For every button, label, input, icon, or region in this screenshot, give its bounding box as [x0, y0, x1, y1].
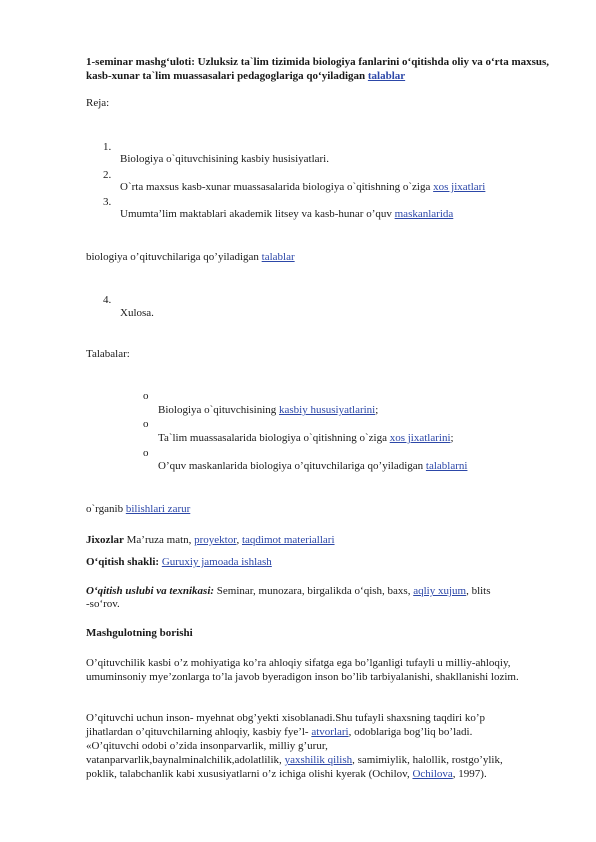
- plan-item-4: Xulosa.: [120, 307, 154, 319]
- task-item-1: Biologiya o`qituvchisining kasbiy hususiyatlarini;: [158, 404, 379, 416]
- paragraph-2-line-4: vatanparvarlik,baynalminalchilik,adolatlilik, yaxshilik qilish, samimiylik, halollik, rostgo’ylik,: [86, 754, 503, 766]
- uslubi-line: O‘qitish uslubi va texnikasi: Seminar, munozara, birgalikda o‘qish, baxs, aqliy xujum, blits: [86, 585, 491, 597]
- ochilova-link[interactable]: Ochilova: [412, 768, 453, 780]
- aqliy-xujum-link[interactable]: aqliy xujum: [413, 585, 467, 597]
- jixozlar-line: Jixozlar Ma’ruza matn, proyektor, taqdimot materiallari: [86, 534, 335, 546]
- document-title: 1-seminar mashg‘uloti: Uzluksiz ta`lim tizimida biologiya fanlarini o‘qitishda oliy va o‘rta maxsus, kasb-xunar ta`lim muassasalari pedagoglariga qo‘yiladigan talablar: [86, 56, 550, 82]
- tasks-cont-link[interactable]: bilishlari zarur: [125, 503, 191, 515]
- plan-number-3: 3.: [103, 196, 112, 208]
- plan-item-2: O`rta maxsus kasb-xunar muassasalarida biologiya o`qitishning o`ziga xos jixatlari: [120, 181, 486, 193]
- taqdimot-link[interactable]: taqdimot materiallari: [241, 534, 335, 546]
- paragraph-1: O’qituvchilik kasbi o’z mohiyatiga ko’ra ahloqiy sifatga ega bo’lganligi tufayli u milliy-ahloqiy, umuminsoniy mye’zonlarga to’la javob byeradigon inson bo’lib tarbiyalanishi, shakllanishi lozim.: [86, 657, 519, 683]
- tasks-continuation: o`rganib bilishlari zarur: [86, 503, 191, 515]
- shakli-link[interactable]: Guruxiy jamoada ishlash: [161, 556, 272, 568]
- plan-item-3: Umumta’lim maktablari akademik litsey va kasb-hunar o’quv maskanlarida: [120, 208, 454, 220]
- paragraph-2-line-3: «O’qituvchi odobi o’zida insonparvarlik, milliy g’urur,: [86, 740, 328, 752]
- talabalar-heading: Talabalar:: [86, 348, 130, 360]
- plan-item-3-cont-link[interactable]: talablar: [261, 251, 295, 263]
- task-item-2-link[interactable]: xos jixatlarini: [389, 432, 451, 444]
- plan-number-4: 4.: [103, 294, 112, 306]
- task-item-3-link[interactable]: talablarni: [425, 460, 468, 472]
- task-item-1-link[interactable]: kasbiy hususiyatlarini: [279, 404, 376, 416]
- bullet-2: o: [143, 418, 149, 430]
- plan-number-2: 2.: [103, 169, 112, 181]
- borishi-heading: Mashgulotning borishi: [86, 627, 193, 639]
- bullet-3: o: [143, 447, 149, 459]
- paragraph-2-line-2: jihatlardan o’qituvchilarning ahloqiy, kasbiy fye’l- atvorlari, odoblariga bog’liq bo’ladi.: [86, 726, 473, 738]
- shakli-label: O‘qitish shakli:: [86, 556, 160, 568]
- proyektor-link[interactable]: proyektor: [194, 534, 237, 546]
- atvorlari-link[interactable]: atvorlari: [311, 726, 349, 738]
- yaxshilik-link[interactable]: yaxshilik qilish: [284, 754, 353, 766]
- plan-item-1: Biologiya o`qituvchisining kasbiy husisiyatlari.: [120, 153, 329, 165]
- task-item-3: O’quv maskanlarida biologiya o’qituvchilariga qo’yiladigan talablarni: [158, 460, 468, 472]
- plan-item-3-continuation: biologiya o’qituvchilariga qo’yiladigan talablar: [86, 251, 295, 263]
- paragraph-2-line-5: poklik, talabchanlik kabi xususiyatlarni o’z ichiga olishi kyerak (Ochilov, Ochilova, 1997).: [86, 768, 487, 780]
- reja-heading: Reja:: [86, 97, 110, 109]
- uslubi-label: O‘qitish uslubi va texnikasi:: [86, 585, 215, 597]
- task-item-2: Ta`lim muassasalarida biologiya o`qitishning o`ziga xos jixatlarini;: [158, 432, 454, 444]
- paragraph-2-line-1: O’qituvchi uchun inson- myehnat obg’yekti xisoblanadi.Shu tufayli shaxsning taqdiri ko’p: [86, 712, 485, 724]
- uslubi-line-2: -so‘rov.: [86, 598, 120, 610]
- title-link[interactable]: talablar: [367, 70, 406, 82]
- plan-number-1: 1.: [103, 141, 112, 153]
- plan-item-3-link[interactable]: maskanlarida: [394, 208, 454, 220]
- shakli-line: [86, 556, 272, 569]
- jixozlar-label: Jixozlar: [86, 534, 124, 546]
- bullet-1: o: [143, 390, 149, 402]
- plan-item-2-link[interactable]: xos jixatlari: [433, 181, 486, 193]
